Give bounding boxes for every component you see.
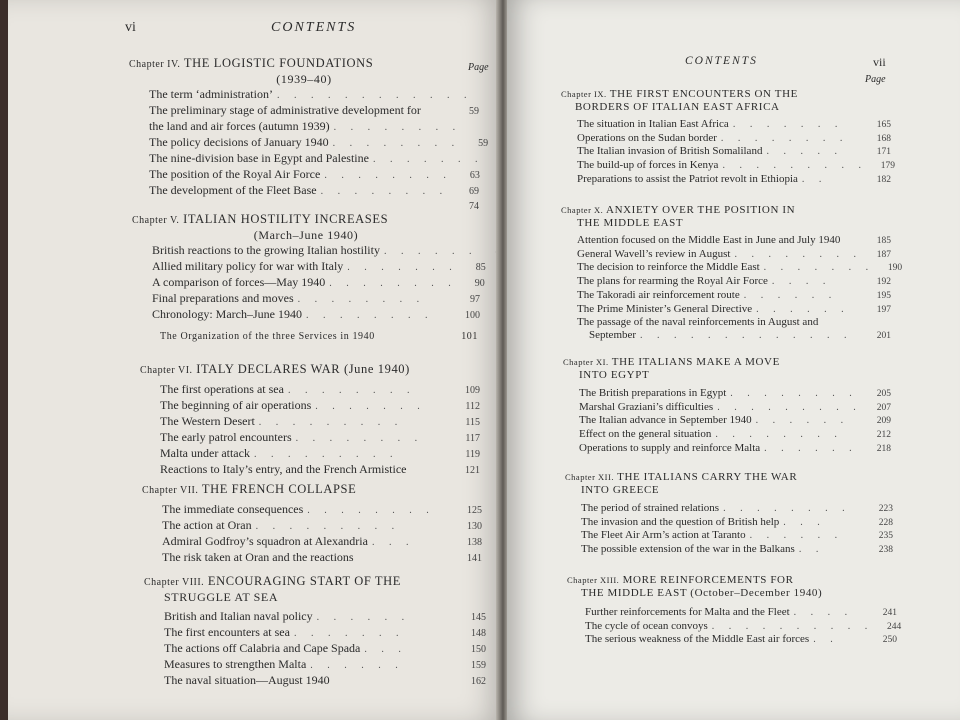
dot-leader: . . . . . . . . . [722, 160, 867, 172]
chapter-subheading: INTO EGYPT [579, 369, 650, 381]
toc-entry-title: Malta under attack [160, 446, 250, 460]
toc-entry-page: 244 [887, 621, 902, 632]
dot-leader: . . . . . . . . [324, 170, 452, 181]
toc-entry [579, 387, 891, 401]
dot-leader: . . . . . . . . [730, 388, 858, 399]
toc-entry-title: The plans for rearming the Royal Air Force [577, 275, 768, 288]
toc-entry-page: 195 [876, 290, 891, 301]
toc-entry-page: 148 [471, 628, 486, 639]
toc-chapter-12 [565, 471, 893, 557]
toc-entry-page: 212 [876, 430, 891, 441]
chapter-heading: Chapter X. ANXIETY OVER THE POSITION IN [561, 204, 796, 216]
toc-entry-page: 97 [470, 294, 480, 305]
toc-entry [152, 275, 485, 291]
toc-entry-page: 168 [876, 133, 891, 144]
toc-chapter-11 [563, 356, 891, 456]
toc-organization-entry: The Organization of the three Services in 1940 101 [160, 331, 478, 342]
toc-entry [149, 135, 489, 151]
dot-leader: . . . . . . [755, 415, 850, 427]
chapter-subheading: (March–June 1940) [253, 228, 359, 242]
toc-entry [164, 609, 486, 625]
toc-entry-title: The Western Desert [160, 414, 255, 428]
dot-leader: . . . . . . . . . [258, 417, 404, 428]
dot-leader: . . . . . . . . . [717, 401, 862, 413]
toc-entry-page: 241 [882, 608, 897, 618]
dot-leader: . . . . . . [310, 660, 404, 671]
toc-entry [152, 259, 486, 275]
toc-entry-page: 109 [465, 385, 480, 396]
toc-entry-title: The possible extension of the war in the Balkans [581, 543, 795, 556]
toc-entry-title: A comparison of forces—May 1940 [152, 275, 326, 289]
dot-leader: . . . . . . . . . [255, 521, 401, 532]
toc-entry-title: The Italian invasion of British Somaliland [577, 145, 763, 158]
dot-leader: . . [801, 173, 828, 185]
right-page [507, 0, 960, 720]
toc-entry [579, 414, 891, 428]
toc-entry [160, 430, 480, 446]
right-folio: vii [873, 55, 886, 69]
left-folio: vi [125, 20, 136, 35]
toc-entry [577, 316, 891, 329]
toc-entry-page: 238 [878, 545, 893, 556]
toc-entry [577, 289, 891, 303]
dot-leader: . . . . . . . . . . [711, 620, 874, 632]
dot-leader: . . . . . . . [763, 262, 875, 274]
toc-entry [160, 398, 480, 414]
toc-entry-page: 207 [876, 402, 891, 413]
dot-leader: . . . . . . . . [720, 132, 849, 144]
toc-entry-page: 59 [478, 138, 489, 149]
toc-entry-page: 190 [887, 263, 903, 274]
toc-entry-title: Measures to strengthen Malta [164, 657, 307, 671]
toc-entry [152, 243, 480, 259]
toc-entry-page: 63 [469, 170, 480, 181]
dot-leader: . . [798, 544, 825, 556]
toc-entry-title: Chronology: March–June 1940 [152, 307, 302, 321]
toc-entry [160, 414, 480, 430]
left-running-header: CONTENTS [271, 20, 357, 35]
toc-entry [579, 442, 891, 456]
toc-entry-title: British reactions to the growing Italian hostility [152, 243, 380, 257]
toc-entry-page: 150 [471, 644, 486, 655]
toc-entry [149, 183, 479, 199]
toc-entry-page: 121 [465, 465, 480, 476]
toc-entry-title: The preliminary stage of administrative development for [149, 103, 421, 117]
toc-entry-title: The action at Oran [162, 518, 252, 532]
toc-entry [164, 625, 486, 641]
toc-entry-title: The naval situation—August 1940 [164, 673, 330, 687]
toc-entry [149, 103, 479, 119]
dot-leader: . . . . [771, 276, 832, 288]
toc-entry-page: 235 [878, 531, 893, 542]
dot-leader: . . . . . . [749, 530, 844, 542]
chapter-subheading: INTO GREECE [581, 484, 660, 496]
toc-entry-page: 125 [467, 505, 482, 516]
toc-entry-title: The serious weakness of the Middle East air forces [585, 633, 810, 646]
toc-entry [581, 529, 893, 543]
toc-entry-page: 112 [465, 401, 480, 412]
chapter-subheading: BORDERS OF ITALIAN EAST AFRICA [575, 101, 780, 113]
toc-entry-title: The nine-division base in Egypt and Palestine [149, 151, 369, 165]
toc-entry-page: 100 [465, 310, 480, 321]
toc-entry-title: The risk taken at Oran and the reactions [162, 550, 354, 564]
toc-entry [149, 167, 479, 183]
dot-leader: . . . . . . [383, 246, 478, 257]
chapter-heading: Chapter VIII. ENCOURAGING START OF THE [144, 574, 402, 588]
dot-leader: . . . . . [766, 146, 843, 158]
toc-entry [585, 606, 897, 620]
chapter-heading: Chapter IV. THE LOGISTIC FOUNDATIONS [129, 56, 374, 70]
toc-entry-title: The early patrol encounters [160, 430, 292, 444]
toc-entry-title: The British preparations in Egypt [579, 387, 727, 399]
toc-entry [581, 502, 893, 516]
toc-entry-title: The position of the Royal Air Force [149, 167, 321, 181]
toc-entry-page: 159 [471, 660, 486, 671]
toc-entry [581, 516, 893, 530]
toc-entry-title: Attention focused on the Middle East in June and July 1940 [577, 234, 841, 246]
toc-entry-title: Marshal Graziani’s difficulties [579, 400, 714, 413]
toc-entry-page: 117 [465, 433, 480, 444]
toc-entry-page: 201 [876, 330, 891, 341]
toc-entry [160, 382, 480, 398]
toc-entry-page: 223 [878, 504, 893, 514]
toc-entry [160, 462, 480, 478]
toc-entry-title: The development of the Fleet Base [149, 183, 317, 197]
toc-entry-page: 115 [465, 417, 480, 428]
toc-chapter-8 [144, 574, 486, 689]
toc-entry-page: 209 [876, 416, 891, 427]
toc-entry-page: 182 [876, 174, 891, 185]
toc-entry-page: 192 [876, 277, 891, 288]
toc-entry-title: Operations to supply and reinforce Malta [579, 441, 761, 454]
toc-entry-title: Reactions to Italy’s entry, and the French Armistice [160, 462, 407, 476]
toc-entry-title: the land and air forces (autumn 1939) [149, 119, 330, 133]
left-page-label: Page [468, 62, 489, 73]
dot-leader: . . . . . . . . [320, 186, 449, 197]
toc-entry-page: 185 [876, 236, 891, 246]
dot-leader: . . . . . . [743, 289, 838, 301]
toc-entry-title: The decision to reinforce the Middle East [577, 261, 760, 274]
chapter-heading: Chapter V. ITALIAN HOSTILITY INCREASES [132, 212, 389, 226]
dot-leader: . . . . . . . . [297, 294, 426, 305]
chapter-heading: Chapter VII. THE FRENCH COLLAPSE [142, 482, 357, 496]
toc-entry-page: 59 [469, 106, 479, 117]
toc-entry-page: 162 [471, 676, 486, 687]
toc-entry-title: September [589, 328, 637, 341]
dot-leader: . . . . . . . . [295, 433, 424, 444]
toc-entry-title: Final preparations and moves [152, 291, 294, 305]
toc-entry-title: The build-up of forces in Kenya [577, 159, 719, 172]
toc-entry-title: Preparations to assist the Patriot revolt in Ethiopia [577, 172, 798, 185]
dot-leader: . . . . . . . [732, 119, 844, 130]
toc-entry-title: Operations on the Sudan border [577, 131, 717, 144]
toc-entry-title: The first operations at sea [160, 382, 284, 396]
toc-chapter-4 [129, 56, 489, 214]
toc-entry-page: 85 [475, 262, 486, 273]
dot-leader: . . . [783, 516, 826, 528]
toc-entry-page: 205 [876, 389, 891, 399]
toc-entry [577, 275, 891, 289]
dot-leader: . . . [371, 537, 415, 548]
toc-entry-page: 179 [880, 161, 895, 172]
toc-entry [149, 151, 484, 167]
toc-entry-page: 250 [882, 635, 897, 646]
toc-entry-page: 218 [876, 443, 891, 454]
toc-entry-page: 228 [878, 517, 893, 528]
toc-entry-title: The immediate consequences [162, 502, 304, 516]
chapter-heading: Chapter XII. THE ITALIANS CARRY THE WAR [565, 471, 798, 483]
toc-entry-title: The cycle of ocean convoys [585, 619, 708, 632]
toc-entry [164, 673, 486, 689]
toc-entry-title: The situation in Italian East Africa [577, 118, 729, 130]
dot-leader: . . . . . . . . . . . . [276, 90, 473, 101]
dot-leader: . . . . . . . . [307, 505, 435, 516]
dot-leader: . . . . . . . . [332, 138, 461, 149]
toc-entry [152, 291, 480, 307]
right-running-header: CONTENTS [685, 55, 758, 67]
toc-entry-title: The period of strained relations [581, 502, 720, 514]
toc-entry-page: 130 [467, 521, 482, 532]
toc-chapter-5 [132, 212, 486, 323]
toc-entry-title: The actions off Calabria and Cape Spada [164, 641, 361, 655]
toc-entry-page: 69 [469, 186, 479, 197]
toc-entry-page: 165 [876, 120, 891, 130]
toc-entry-page: 74 [469, 201, 479, 212]
toc-entry [585, 619, 902, 634]
toc-entry [152, 307, 480, 323]
toc-entry-title: The policy decisions of January 1940 [149, 135, 329, 149]
left-page [8, 0, 503, 720]
toc-entry [162, 518, 482, 534]
toc-entry-page: 119 [465, 449, 480, 460]
toc-entry-title: Allied military policy for war with Italy [152, 259, 344, 273]
toc-entry [164, 641, 486, 657]
toc-entry-page: 197 [876, 304, 891, 315]
toc-entry [577, 234, 891, 248]
toc-entry-title: Admiral Godfroy’s squadron at Alexandria [162, 534, 368, 548]
toc-entry [164, 657, 486, 673]
toc-entry [577, 118, 891, 132]
dot-leader: . . . . . . . . [723, 503, 851, 514]
dot-leader: . . [813, 634, 839, 646]
dot-leader: . . . . . . . [347, 262, 458, 273]
toc-entry [577, 303, 891, 317]
dot-leader: . . . . . . . [293, 628, 405, 639]
chapter-heading: Chapter XIII. MORE REINFORCEMENTS FOR [567, 574, 794, 586]
dot-leader: . . . . . . . [372, 154, 484, 165]
dot-leader: . . . . . . . . [287, 385, 416, 396]
dot-leader: . . . . . . . [315, 401, 426, 412]
toc-entry-title: The term ‘administration’ [149, 87, 273, 101]
dot-leader: . . . . . . . . [329, 278, 457, 289]
right-page-label: Page [865, 74, 886, 85]
toc-chapter-13 [567, 574, 902, 647]
toc-entry-page: 145 [471, 612, 486, 623]
toc-entry [577, 159, 895, 173]
dot-leader: . . . . . . . . . . . . . [640, 329, 853, 341]
toc-entry [585, 633, 897, 647]
toc-entry [577, 329, 891, 343]
chapter-subheading: (1939–40) [276, 72, 332, 86]
chapter-heading: Chapter VI. ITALY DECLARES WAR (June 1940) [140, 362, 410, 376]
toc-entry-page: 171 [876, 147, 891, 158]
toc-entry [162, 534, 482, 550]
dot-leader: . . . . . . . . . [253, 449, 399, 460]
toc-entry-title: The Italian advance in September 1940 [579, 414, 752, 427]
toc-entry-title: The beginning of air operations [160, 398, 312, 412]
chapter-subheading: THE MIDDLE EAST (October–December 1940) [581, 587, 823, 599]
chapter-heading: Chapter IX. THE FIRST ENCOUNTERS ON THE [561, 88, 798, 100]
toc-entry-page: 141 [467, 553, 482, 564]
toc-entry-title: British and Italian naval policy [164, 609, 313, 623]
dot-leader: . . . . . . . . [734, 248, 862, 260]
toc-entry-title: General Wavell’s review in August [577, 247, 731, 260]
toc-entry [149, 87, 479, 103]
dot-leader: . . . . . . . . [305, 310, 434, 321]
toc-entry-title: The Fleet Air Arm’s action at Taranto [581, 529, 746, 542]
toc-entry-page: 187 [876, 249, 891, 260]
dot-leader: . . . . [793, 607, 854, 618]
toc-entry-page: 138 [467, 537, 482, 548]
chapter-subheading: THE MIDDLE EAST [577, 217, 684, 229]
toc-entry [149, 119, 479, 135]
toc-entry [577, 132, 891, 146]
toc-entry-title: The invasion and the question of British help [581, 515, 780, 528]
chapter-heading: Chapter XI. THE ITALIANS MAKE A MOVE [563, 356, 780, 368]
dot-leader: . . . . . . . . [333, 122, 462, 133]
toc-entry-title: The passage of the naval reinforcements in August and [577, 316, 819, 329]
dot-leader: . . . . . . . . [715, 429, 843, 441]
dot-leader: . . . . . . [764, 442, 858, 454]
toc-chapter-10 [561, 204, 903, 343]
toc-entry [577, 145, 891, 159]
toc-entry-title: The Takoradi air reinforcement route [577, 288, 740, 301]
toc-entry [577, 173, 891, 187]
chapter-subheading: STRUGGLE AT SEA [164, 590, 279, 604]
toc-entry [162, 550, 482, 566]
toc-entry [579, 428, 891, 442]
toc-chapter-9 [561, 88, 895, 187]
dot-leader: . . . . . . [756, 303, 850, 315]
toc-entry-title: The first encounters at sea [164, 625, 290, 639]
dot-leader: . . . [364, 644, 407, 655]
toc-entry [577, 248, 891, 262]
toc-entry-page: 90 [474, 278, 485, 289]
toc-chapter-7 [142, 482, 482, 566]
toc-entry-title: Further reinforcements for Malta and the Fleet [585, 606, 790, 618]
toc-entry [579, 401, 891, 415]
toc-entry-title: The Prime Minister’s General Directive [577, 302, 753, 315]
toc-chapter-6 [140, 362, 480, 478]
toc-entry [162, 502, 482, 518]
toc-entry [160, 446, 480, 462]
toc-entry [577, 261, 903, 275]
toc-entry-title: Effect on the general situation [579, 428, 712, 441]
toc-entry [581, 543, 893, 557]
dot-leader: . . . . . . [316, 612, 411, 623]
